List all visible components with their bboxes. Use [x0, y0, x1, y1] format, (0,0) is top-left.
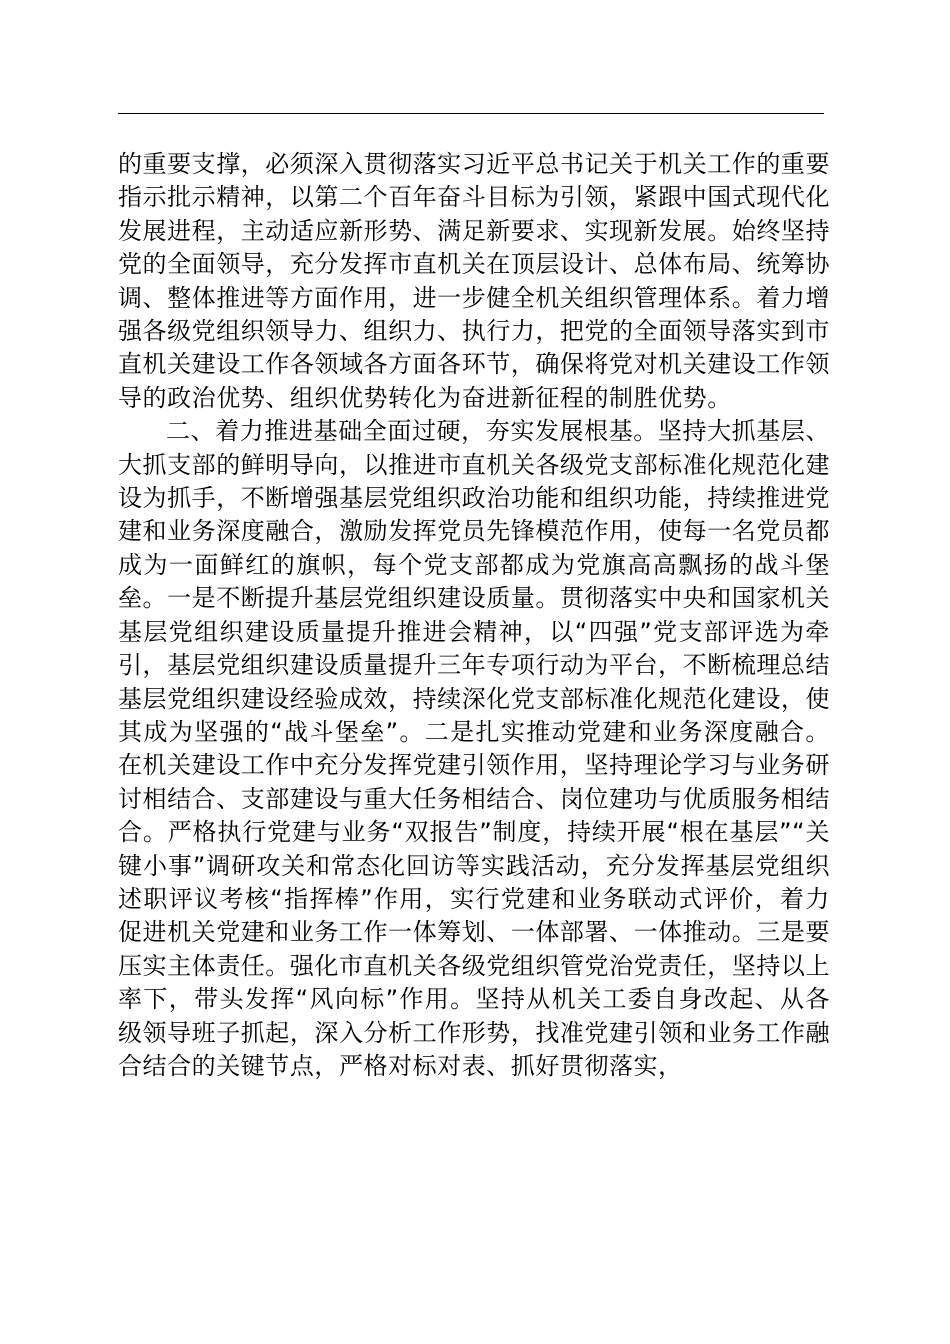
- paragraph-section-two: 二、着力推进基础全面过硬，夯实发展根基。坚持大抓基层、大抓支部的鲜明导向，以推进市直机关各级党支部标准化规范化建设为抓手，不断增强基层党组织政治功能和组织功能，持续推进党建和业务深度融合，激励发挥党员先锋模范作用，使每一名党员都成为一面鲜红的旗帜，每个党支部都成为党旗高高飘扬的战斗堡垒。一是不断提升基层党组织建设质量。贯彻落实中央和国家机关基层党组织建设质量提升推进会精神，以“四强”党支部评选为牵引，基层党组织建设质量提升三年专项行动为平台，不断梳理总结基层党组织建设经验成效，持续深化党支部标准化规范化建设，使其成为坚强的“战斗堡垒”。二是扎实推动党建和业务深度融合。在机关建设工作中充分发挥党建引领作用，坚持理论学习与业务研讨相结合、支部建设与重大任务相结合、岗位建功与优质服务相结合。严格执行党建与业务“双报告”制度，持续开展“根在基层”“关键小事”调研攻关和常态化回访等实践活动，充分发挥基层党组织述职评议考核“指挥棒”作用，实行党建和业务联动式评价，着力促进机关党建和业务工作一体筹划、一体部署、一体推动。三是要压实主体责任。强化市直机关各级党组织管党治党责任，坚持以上率下，带头发挥“风向标”作用。坚持从机关工委自身改起、从各级领导班子抓起，深入分析工作形势，找准党建引领和业务工作融合结合的关键节点，严格对标对表、抓好贯彻落实，: [118, 417, 830, 1080]
- body-text: [118, 148, 830, 1083]
- paragraph-continued: 的重要支撑，必须深入贯彻落实习近平总书记关于机关工作的重要指示批示精神，以第二个百年奋斗目标为引领，紧跟中国式现代化发展进程，主动适应新形势、满足新要求、实现新发展。始终坚持党的全面领导，充分发挥市直机关在顶层设计、总体布局、统筹协调、整体推进等方面作用，进一步健全机关组织管理体系。着力增强各级党组织领导力、组织力、执行力，把党的全面领导落实到市直机关建设工作各领域各方面各环节，确保将党对机关建设工作领导的政治优势、组织优势转化为奋进新征程的制胜优势。: [118, 150, 830, 412]
- header-rule: [118, 113, 824, 114]
